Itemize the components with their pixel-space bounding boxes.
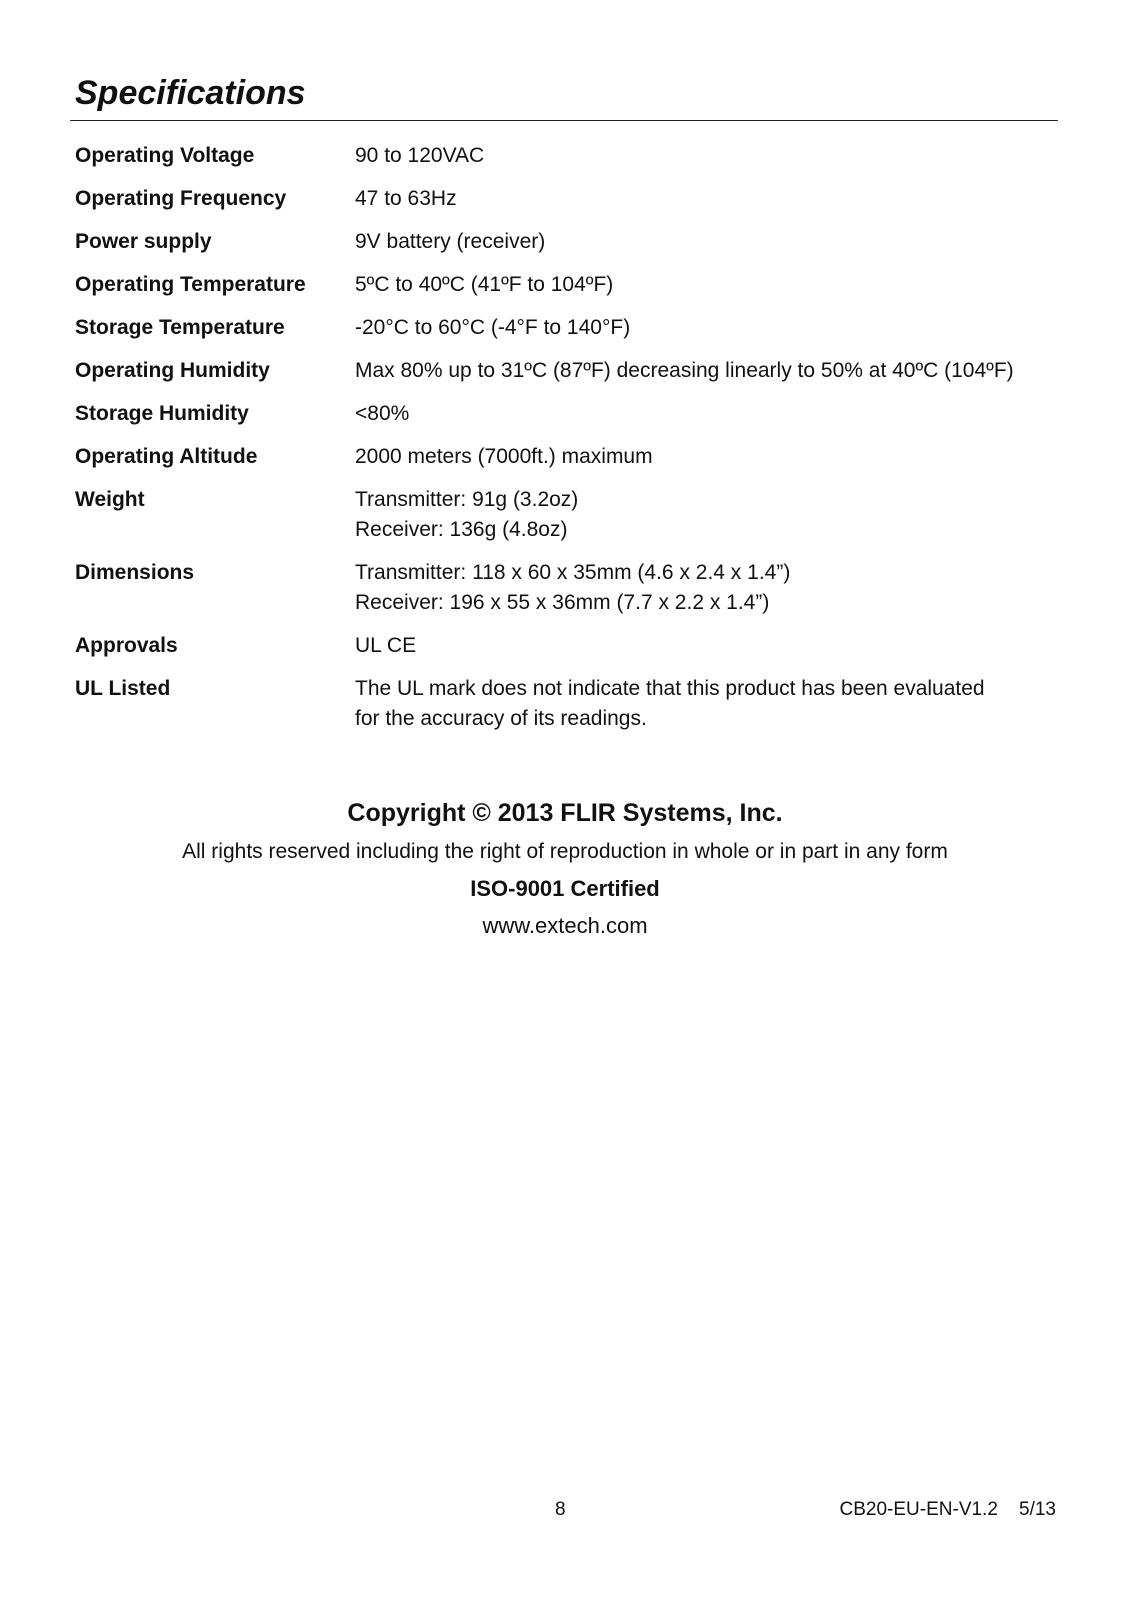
- spec-value-line: 47 to 63Hz: [355, 187, 457, 210]
- spec-value: [355, 674, 1055, 734]
- spec-label: Operating Voltage: [75, 144, 255, 167]
- spec-value: [355, 313, 1055, 343]
- spec-value-line: The UL mark does not indicate that this product has been evaluated: [355, 677, 985, 700]
- spec-label: Dimensions: [75, 561, 195, 584]
- website-url: www.extech.com: [482, 913, 648, 938]
- spec-label: Operating Frequency: [75, 187, 287, 210]
- spec-value: [355, 270, 1055, 300]
- spec-row: [75, 141, 1055, 171]
- spec-label: Operating Humidity: [75, 359, 270, 382]
- spec-value: [355, 356, 1055, 386]
- spec-value-line: 9V battery (receiver): [355, 230, 546, 253]
- spec-row: [75, 270, 1055, 300]
- spec-value: [355, 558, 1055, 618]
- spec-label: Approvals: [75, 634, 178, 657]
- spec-value-line: 90 to 120VAC: [355, 144, 485, 167]
- iso-certification: ISO-9001 Certified: [470, 876, 660, 901]
- spec-label: Operating Temperature: [75, 273, 306, 296]
- spec-value-line: UL CE: [355, 634, 417, 657]
- spec-value: [355, 227, 1055, 257]
- spec-label: Storage Humidity: [75, 402, 249, 425]
- specifications-table: [75, 141, 1055, 747]
- spec-label: Power supply: [75, 230, 212, 253]
- spec-row: [75, 442, 1055, 472]
- spec-row: [75, 227, 1055, 257]
- spec-value-line: Transmitter: 118 x 60 x 35mm (4.6 x 2.4 x 1.4”): [355, 561, 791, 584]
- spec-value-line: Receiver: 136g (4.8oz): [355, 518, 568, 541]
- spec-row: [75, 558, 1055, 618]
- page-title: Specifications: [75, 74, 306, 112]
- spec-value: [355, 399, 1055, 429]
- document-code: CB20-EU-EN-V1.2 5/13: [839, 1499, 1056, 1520]
- page-number: 8: [555, 1499, 566, 1520]
- spec-value-line: 5ºC to 40ºC (41ºF to 104ºF): [355, 273, 614, 296]
- title-divider: [70, 120, 1058, 121]
- spec-row: [75, 674, 1055, 734]
- spec-label: Storage Temperature: [75, 316, 285, 339]
- spec-value-line: Transmitter: 91g (3.2oz): [355, 488, 579, 511]
- spec-value: [355, 184, 1055, 214]
- spec-value-line: for the accuracy of its readings.: [355, 707, 647, 730]
- spec-value-line: -20°C to 60°C (-4°F to 140°F): [355, 316, 631, 339]
- spec-value: [355, 141, 1055, 171]
- spec-row: [75, 313, 1055, 343]
- copyright-notice: Copyright © 2013 FLIR Systems, Inc.: [347, 799, 783, 827]
- spec-value-line: 2000 meters (7000ft.) maximum: [355, 445, 653, 468]
- spec-value-line: Max 80% up to 31ºC (87ºF) decreasing linearly to 50% at 40ºC (104ºF): [355, 359, 1014, 382]
- spec-row: [75, 399, 1055, 429]
- spec-value-line: Receiver: 196 x 55 x 36mm (7.7 x 2.2 x 1.4”): [355, 591, 770, 614]
- spec-label: Operating Altitude: [75, 445, 258, 468]
- spec-value: [355, 442, 1055, 472]
- rights-statement: All rights reserved including the right of reproduction in whole or in part in any form: [182, 840, 948, 863]
- spec-row: [75, 184, 1055, 214]
- spec-value-line: <80%: [355, 402, 410, 425]
- spec-label: Weight: [75, 488, 145, 511]
- spec-value: [355, 631, 1055, 661]
- spec-label: UL Listed: [75, 677, 171, 700]
- spec-row: [75, 485, 1055, 545]
- spec-row: [75, 356, 1055, 386]
- spec-value: [355, 485, 1055, 545]
- spec-row: [75, 631, 1055, 661]
